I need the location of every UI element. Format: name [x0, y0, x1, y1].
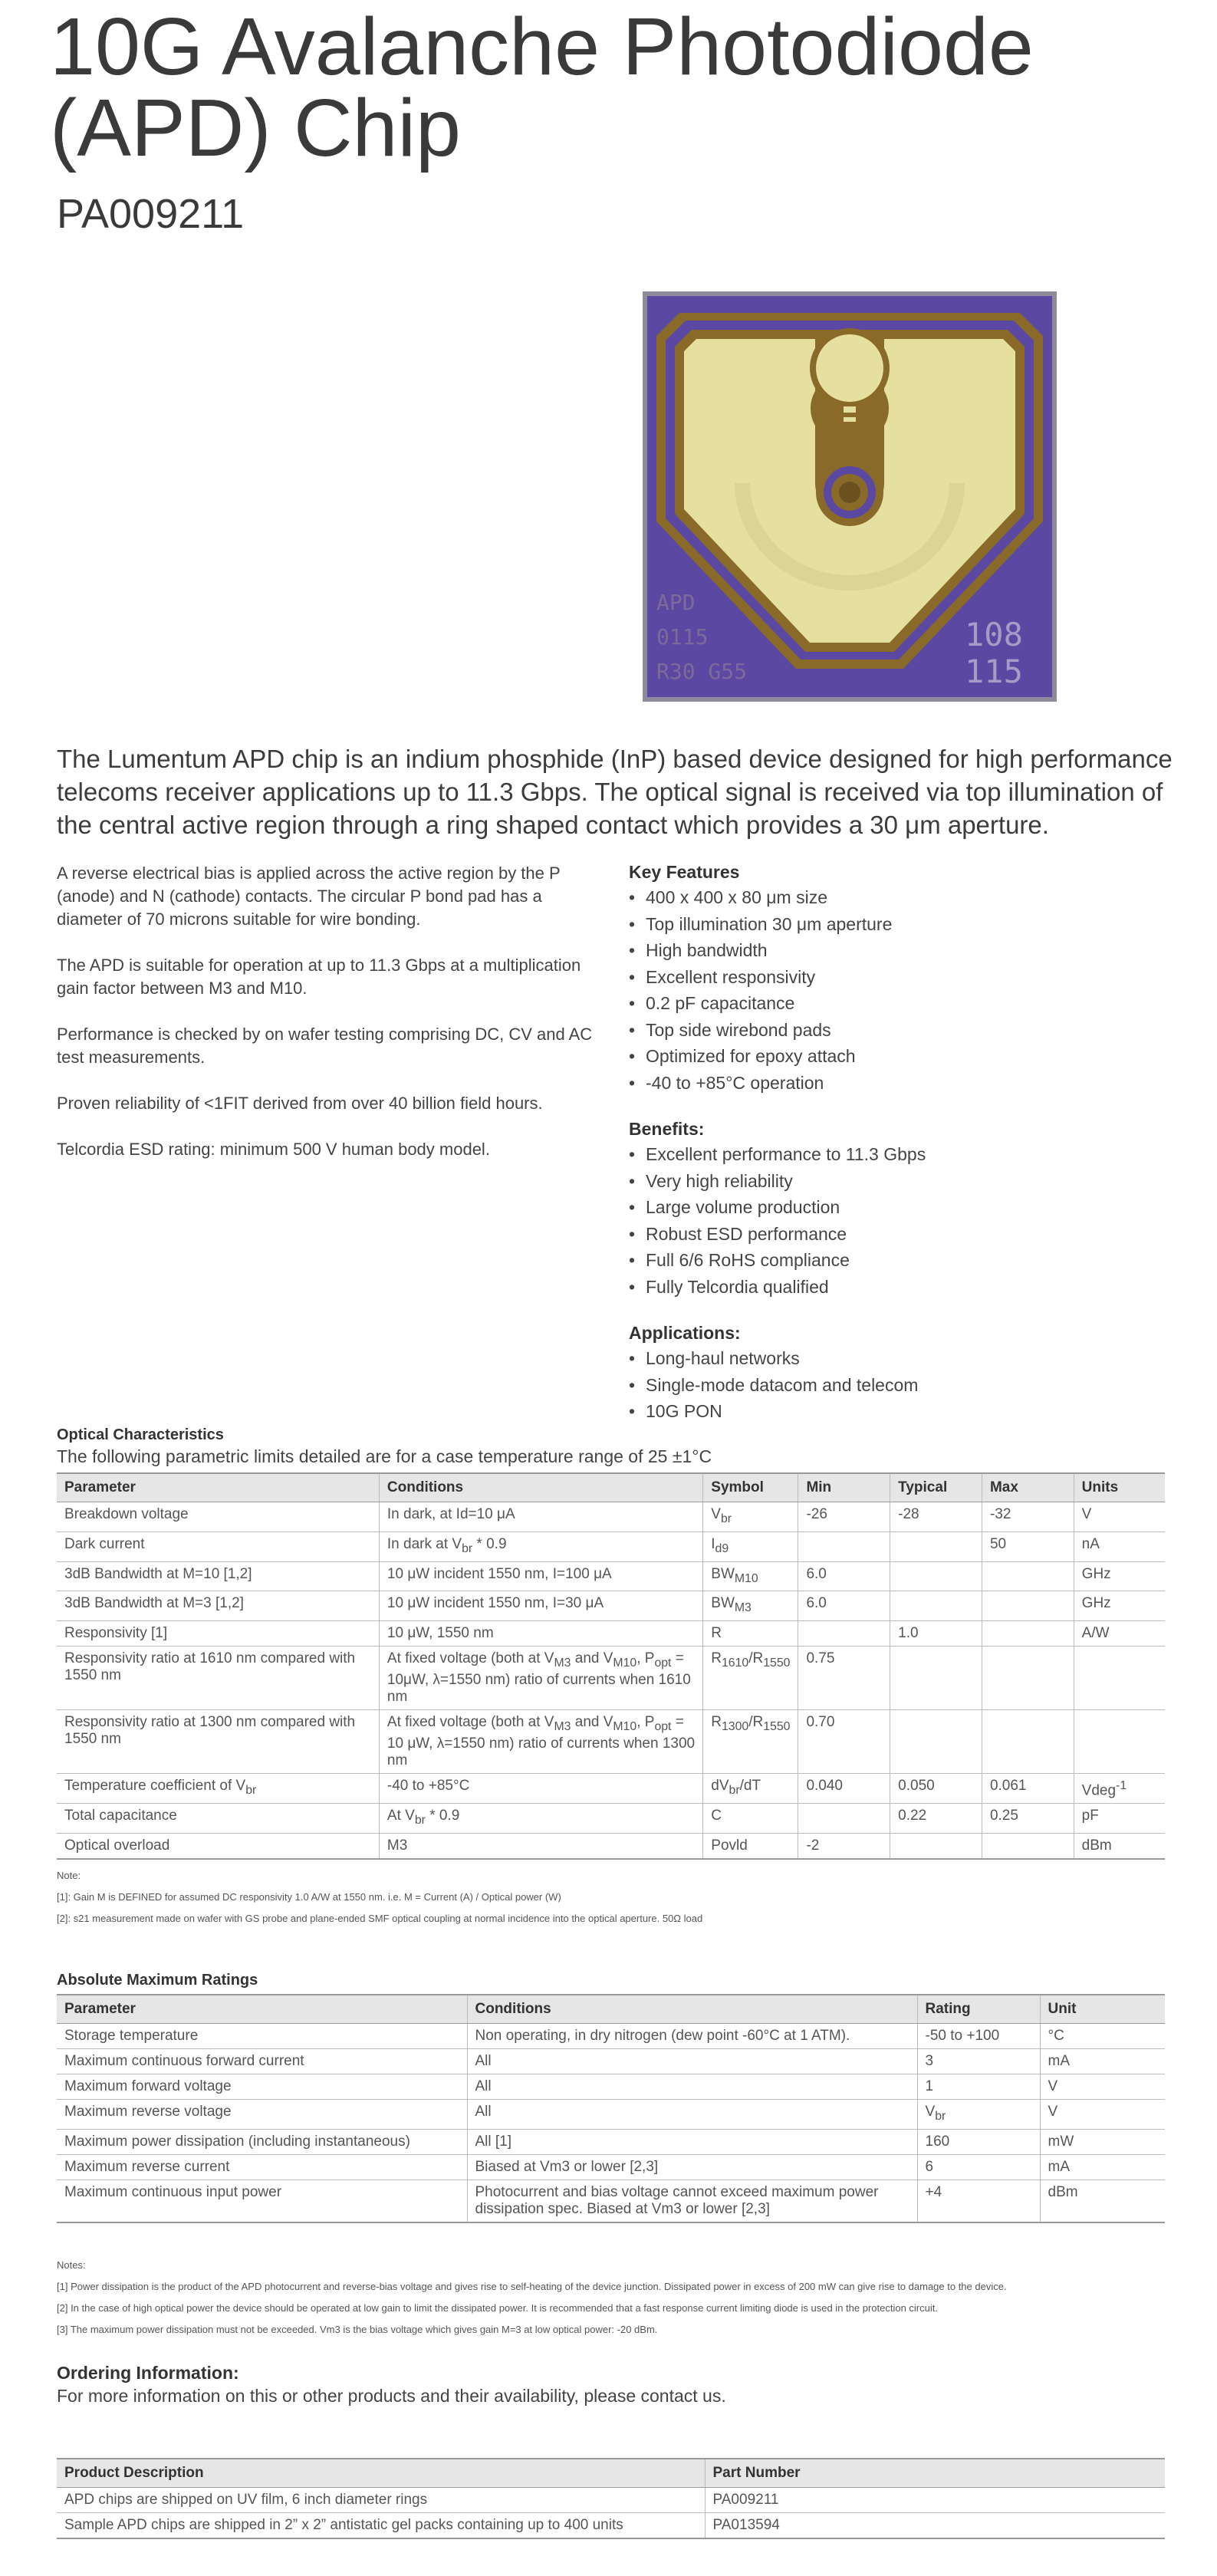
- table-cell: Vdeg$^{-1}$: [1074, 1773, 1165, 1803]
- table-cell: Responsivity ratio at 1610 nm compared with 1550 nm: [57, 1647, 379, 1710]
- table-row: [57, 2024, 1165, 2049]
- table-row: [57, 1709, 1165, 1773]
- table-cell: Maximum forward voltage: [57, 2074, 467, 2100]
- description-column: [57, 862, 601, 1184]
- table-cell: 0.25: [982, 1804, 1074, 1834]
- table-cell: At $V_{br} * 0.9$: [379, 1804, 702, 1834]
- table-cell: All: [467, 2074, 917, 2100]
- table-cell: Temperature coefficient of $V_{br}$: [57, 1773, 379, 1803]
- table-cell: Responsivity [1]: [57, 1621, 379, 1647]
- table-cell: All: [467, 2100, 917, 2130]
- table-cell: -26: [798, 1502, 890, 1532]
- applications-list: [629, 1345, 1166, 1425]
- list-item: • Long-haul networks: [629, 1345, 1166, 1372]
- table-cell: mW: [1040, 2129, 1165, 2154]
- table-cell: 50: [982, 1531, 1074, 1561]
- table-cell: 0.050: [890, 1773, 982, 1803]
- table-cell: Storage temperature: [57, 2024, 467, 2049]
- table-cell: 6.0: [798, 1591, 890, 1621]
- title-line-2: (APD) Chip: [50, 83, 462, 173]
- table-cell: V: [1074, 1502, 1165, 1532]
- table-row: [57, 1621, 1165, 1647]
- chip-marking-lot: 0115: [656, 624, 709, 650]
- applications-heading: Applications:: [629, 1323, 741, 1343]
- table-cell: In dark at $V_{br} * 0.9$: [379, 1531, 702, 1561]
- table-row: [57, 1561, 1165, 1591]
- table-row: [57, 1804, 1165, 1834]
- column-header: Rating: [917, 1995, 1040, 2024]
- table-cell: mA: [1040, 2049, 1165, 2074]
- list-item: • 10G PON: [629, 1398, 1166, 1425]
- table-cell: $R_{1300}/R_{1550}$: [703, 1709, 798, 1773]
- table-cell: $dV_{br}/dT$: [703, 1773, 798, 1803]
- table-cell: dBm: [1040, 2180, 1165, 2222]
- table-cell: R: [703, 1621, 798, 1647]
- list-item: • 400 x 400 x 80 μm size: [629, 884, 1166, 911]
- list-item: • Top illumination 30 μm aperture: [629, 911, 1166, 938]
- table-cell: [982, 1621, 1074, 1647]
- table-cell: [890, 1591, 982, 1621]
- table-cell: $I_{d9}$: [703, 1531, 798, 1561]
- table-cell: 1.0: [890, 1621, 982, 1647]
- table-row: [57, 1591, 1165, 1621]
- table-cell: $BW_{M3}$: [703, 1591, 798, 1621]
- body-paragraph: Telcordia ESD rating: minimum 500 V human body model.: [57, 1140, 490, 1159]
- features-column: [629, 862, 1166, 1448]
- key-features-heading: Key Features: [629, 862, 740, 882]
- table-cell: dBm: [1074, 1833, 1165, 1859]
- table-cell: GHz: [1074, 1591, 1165, 1621]
- column-header: Symbol: [703, 1473, 798, 1502]
- table-cell: -28: [890, 1502, 982, 1532]
- table-cell: A/W: [1074, 1621, 1165, 1647]
- column-header: Product Description: [57, 2459, 705, 2488]
- ordering-text: For more information on this or other products and their availability, please contact us.: [57, 2386, 726, 2406]
- table-cell: All: [467, 2049, 917, 2074]
- list-item: • Optimized for epoxy attach: [629, 1043, 1166, 1070]
- table-cell: -40 to +85°C: [379, 1773, 702, 1803]
- table-cell: mA: [1040, 2154, 1165, 2180]
- table-cell: pF: [1074, 1804, 1165, 1834]
- table-cell: Total capacitance: [57, 1804, 379, 1834]
- table-cell: +4: [917, 2180, 1040, 2222]
- note-line: Notes:: [57, 2259, 86, 2271]
- table-cell: Sample APD chips are shipped in 2” x 2” antistatic gel packs containing up to 400 units: [57, 2513, 705, 2539]
- table-cell: Photocurrent and bias voltage cannot exceed maximum power dissipation spec. Biased at Vm3 or lower [2,3]: [467, 2180, 917, 2222]
- list-item: • Excellent performance to 11.3 Gbps: [629, 1141, 1166, 1168]
- list-item: • 0.2 pF capacitance: [629, 990, 1166, 1017]
- table-row: [57, 1531, 1165, 1561]
- table-cell: 0.75: [798, 1647, 890, 1710]
- table-cell: [982, 1833, 1074, 1859]
- table-row: [57, 2074, 1165, 2100]
- column-header: Typical: [890, 1473, 982, 1502]
- chip-photo: [643, 291, 1057, 702]
- table-cell: In dark, at Id=10 μA: [379, 1502, 702, 1532]
- list-item: • Very high reliability: [629, 1168, 1166, 1195]
- intro-paragraph: The Lumentum APD chip is an indium phosphide (InP) based device designed for high performance telecoms receiver applications up to 11.3 Gbps. The optical signal is received via top illumination of the central active region through a ring shaped contact which provides a 30 μm aperture.: [57, 745, 1173, 839]
- table-cell: [890, 1833, 982, 1859]
- table-row: [57, 1773, 1165, 1803]
- table-cell: [890, 1647, 982, 1710]
- table-row: [57, 2488, 1165, 2513]
- body-paragraph: Proven reliability of <1FIT derived from over 40 billion field hours.: [57, 1094, 543, 1113]
- table-cell: Optical overload: [57, 1833, 379, 1859]
- table-cell: $V_{br}$: [703, 1502, 798, 1532]
- table-cell: 0.040: [798, 1773, 890, 1803]
- table-cell: Responsivity ratio at 1300 nm compared with 1550 nm: [57, 1709, 379, 1773]
- table-cell: Breakdown voltage: [57, 1502, 379, 1532]
- table-cell: C: [703, 1804, 798, 1834]
- table-row: [57, 1833, 1165, 1859]
- optical-characteristics-subtitle: The following parametric limits detailed are for a case temperature range of 25 ±1°C: [57, 1446, 712, 1466]
- table-cell: Maximum power dissipation (including instantaneous): [57, 2129, 467, 2154]
- table-cell: 1: [917, 2074, 1040, 2100]
- table-cell: [798, 1531, 890, 1561]
- note-line: [3] The maximum power dissipation must not be exceeded. Vm3 is the bias voltage which gives gain M=3 at low optical power: -20 dBm.: [57, 2324, 658, 2335]
- table-header-row: [57, 1995, 1165, 2024]
- table-row: [57, 1502, 1165, 1532]
- ordering-title: Ordering Information:: [57, 2363, 239, 2383]
- optical-characteristics-table: [57, 1472, 1165, 1860]
- table-cell: V: [1040, 2074, 1165, 2100]
- absolute-max-ratings-table: [57, 1994, 1165, 2223]
- table-cell: -50 to +100: [917, 2024, 1040, 2049]
- table-cell: [982, 1709, 1074, 1773]
- table-row: [57, 2513, 1165, 2539]
- title-line-1: 10G Avalanche Photodiode: [50, 2, 1034, 92]
- table-cell: PA009211: [705, 2488, 1165, 2513]
- list-item: • Full 6/6 RoHS compliance: [629, 1247, 1166, 1274]
- table-cell: Biased at Vm3 or lower [2,3]: [467, 2154, 917, 2180]
- chip-marking-spec: R30 G55: [656, 659, 748, 684]
- table-header-row: [57, 2459, 1165, 2488]
- table-cell: 160: [917, 2129, 1040, 2154]
- table-row: [57, 2100, 1165, 2130]
- body-paragraph: A reverse electrical bias is applied across the active region by the P (anode) and N (cathode) contacts. The circular P bond pad has a diameter of 70 microns suitable for wire bonding.: [57, 864, 561, 929]
- table-cell: [798, 1621, 890, 1647]
- ordering-table: [57, 2458, 1165, 2539]
- table-row: [57, 2154, 1165, 2180]
- table-cell: [798, 1804, 890, 1834]
- note-line: [2]: s21 measurement made on wafer with GS probe and plane-ended SMF optical coupling at normal incidence into the optical aperture. 50Ω load: [57, 1913, 703, 1924]
- table-cell: 0.22: [890, 1804, 982, 1834]
- benefits-heading: Benefits:: [629, 1119, 705, 1139]
- table-cell: $R_{1610}/R_{1550}$: [703, 1647, 798, 1710]
- body-paragraph: Performance is checked by on wafer testing comprising DC, CV and AC test measurements.: [57, 1025, 593, 1067]
- page-title: [50, 2, 1047, 173]
- table-cell: 3dB Bandwidth at M=10 [1,2]: [57, 1561, 379, 1591]
- note-line: [2] In the case of high optical power the device should be operated at low gain to limit the dissipated power. It is recommended that a fast response current limiting diode is used in the protection circuit.: [57, 2302, 938, 2314]
- table-cell: Maximum continuous input power: [57, 2180, 467, 2222]
- table-cell: Povld: [703, 1833, 798, 1859]
- table-cell: 6: [917, 2154, 1040, 2180]
- table-cell: M3: [379, 1833, 702, 1859]
- table-cell: At fixed voltage (both at $V_{M3}$ and $V_{M10}$, $P_{opt} = 10\mu W$, λ=1550 nm) ratio of currents when 1610 nm: [379, 1647, 702, 1710]
- list-item: • Top side wirebond pads: [629, 1017, 1166, 1044]
- column-header: Part Number: [705, 2459, 1165, 2488]
- table-row: [57, 1647, 1165, 1710]
- list-item: • Large volume production: [629, 1194, 1166, 1221]
- table-cell: [1074, 1647, 1165, 1710]
- list-item: • Excellent responsivity: [629, 964, 1166, 991]
- key-features-list: [629, 884, 1166, 1096]
- table-cell: [982, 1591, 1074, 1621]
- table-cell: [1074, 1709, 1165, 1773]
- table-cell: Dark current: [57, 1531, 379, 1561]
- table-cell: 0.061: [982, 1773, 1074, 1803]
- table-cell: 3: [917, 2049, 1040, 2074]
- body-paragraph: The APD is suitable for operation at up to 11.3 Gbps at a multiplication gain factor between M3 and M10.: [57, 956, 581, 998]
- chip-marking-108: 108: [965, 616, 1023, 653]
- table-cell: 6.0: [798, 1561, 890, 1591]
- table-cell: -2: [798, 1833, 890, 1859]
- list-item: • Single-mode datacom and telecom: [629, 1372, 1166, 1399]
- optical-notes: [57, 1865, 1176, 1930]
- table-cell: nA: [1074, 1531, 1165, 1561]
- column-header: Unit: [1040, 1995, 1165, 2024]
- table-cell: Maximum continuous forward current: [57, 2049, 467, 2074]
- column-header: Min: [798, 1473, 890, 1502]
- optical-characteristics-title: Optical Characteristics: [57, 1426, 224, 1443]
- absolute-max-ratings-title: Absolute Maximum Ratings: [57, 1972, 258, 1989]
- list-item: • Robust ESD performance: [629, 1221, 1166, 1248]
- table-header-row: [57, 1473, 1165, 1502]
- list-item: • -40 to +85°C operation: [629, 1070, 1166, 1097]
- table-cell: GHz: [1074, 1561, 1165, 1591]
- table-cell: 10 μW incident 1550 nm, I=100 μA: [379, 1561, 702, 1591]
- table-cell: V: [1040, 2100, 1165, 2130]
- table-cell: 10 μW incident 1550 nm, I=30 μA: [379, 1591, 702, 1621]
- column-header: Parameter: [57, 1473, 379, 1502]
- table-cell: At fixed voltage (both at $V_{M3}$ and $V_{M10}$, $P_{opt} = 10$ μW, λ=1550 nm) ratio of currents when 1300 nm: [379, 1709, 702, 1773]
- list-item: • Fully Telcordia qualified: [629, 1274, 1166, 1301]
- table-row: [57, 2180, 1165, 2222]
- table-cell: Maximum reverse current: [57, 2154, 467, 2180]
- table-cell: All [1]: [467, 2129, 917, 2154]
- column-header: Conditions: [379, 1473, 702, 1502]
- table-cell: 3dB Bandwidth at M=3 [1,2]: [57, 1591, 379, 1621]
- table-cell: APD chips are shipped on UV film, 6 inch diameter rings: [57, 2488, 705, 2513]
- note-line: [1]: Gain M is DEFINED for assumed DC responsivity 1.0 A/W at 1550 nm. i.e. M = Current (A) / Optical power (W): [57, 1891, 561, 1903]
- table-cell: $BW_{M10}$: [703, 1561, 798, 1591]
- chip-marking-115: 115: [965, 653, 1023, 690]
- table-cell: PA013594: [705, 2513, 1165, 2539]
- table-cell: [982, 1561, 1074, 1591]
- table-cell: [890, 1531, 982, 1561]
- table-cell: 0.70: [798, 1709, 890, 1773]
- column-header: Units: [1074, 1473, 1165, 1502]
- note-line: Note:: [57, 1870, 81, 1881]
- table-cell: Maximum reverse voltage: [57, 2100, 467, 2130]
- table-cell: °C: [1040, 2024, 1165, 2049]
- benefits-list: [629, 1141, 1166, 1300]
- table-cell: $V_{br}$: [917, 2100, 1040, 2130]
- table-cell: -32: [982, 1502, 1074, 1532]
- absolute-notes: [57, 2255, 1176, 2341]
- table-cell: 10 μW, 1550 nm: [379, 1621, 702, 1647]
- table-row: [57, 2129, 1165, 2154]
- chip-marking-apd: APD: [656, 590, 696, 615]
- table-cell: [890, 1709, 982, 1773]
- table-row: [57, 2049, 1165, 2074]
- table-cell: [890, 1561, 982, 1591]
- table-cell: Non operating, in dry nitrogen (dew point -60°C at 1 ATM).: [467, 2024, 917, 2049]
- part-number-heading: PA009211: [57, 191, 245, 237]
- table-cell: [982, 1647, 1074, 1710]
- column-header: Parameter: [57, 1995, 467, 2024]
- column-header: Max: [982, 1473, 1074, 1502]
- note-line: [1] Power dissipation is the product of the APD photocurrent and reverse-bias voltage and gives rise to self-heating of the device junction. Dissipated power in excess of 200 mW can give rise to damage to the device.: [57, 2281, 1007, 2292]
- list-item: • High bandwidth: [629, 937, 1166, 964]
- column-header: Conditions: [467, 1995, 917, 2024]
